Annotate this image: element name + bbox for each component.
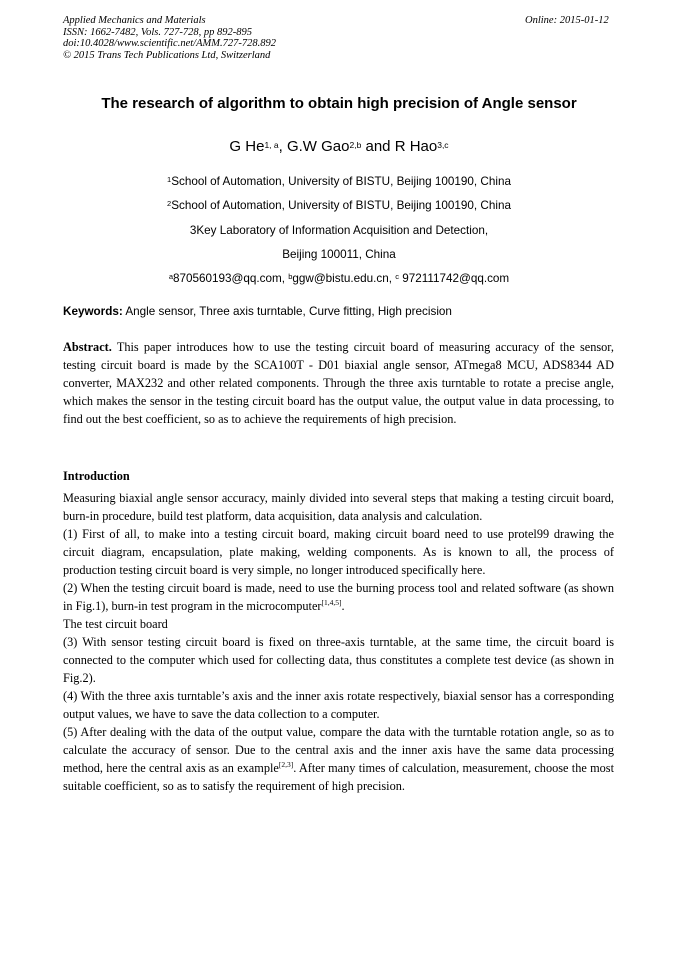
keywords-label: Keywords: (63, 305, 123, 318)
email-a: 870560193@qq.com, (173, 272, 289, 285)
intro-paragraph: Measuring biaxial angle sensor accuracy, mainly divided into several steps that making a testing circuit board, burn-in procedure, build test platform, data acquisition, data analysis and calculation. (63, 491, 614, 523)
abstract (63, 338, 614, 428)
author-name: G.W Gao (286, 138, 350, 155)
author-name: G He (229, 138, 265, 155)
email-b: ggw@bistu.edu.cn, (292, 272, 396, 285)
affiliation-1 (40, 175, 638, 189)
issn-line: ISSN: 1662-7482, Vols. 727-728, pp 892-895 (63, 26, 252, 38)
author-separator: and (361, 138, 395, 155)
author-affil-sup: 3,c (437, 140, 449, 150)
keywords-text: Angle sensor, Three axis turntable, Curve fitting, High precision (122, 305, 452, 318)
paper-title: The research of algorithm to obtain high precision of Angle sensor (101, 95, 577, 112)
section-heading-introduction: Introduction (63, 469, 130, 483)
journal-name: Applied Mechanics and Materials (63, 15, 206, 26)
abstract-text: This paper introduces how to use the testing circuit board of measuring accuracy of the sensor, testing circuit board is made by the SCA100T - D01 biaxial angle sensor, ATmega8 MCU, ADS8344 AD converter, MAX232 and other related components. Through the three axis turntable to rotate a precise angle, which makes the sensor in the testing circuit board has the output value, the output value in data processing, to find out the best coefficient, so as to achieve the requirements of high precision. (63, 340, 614, 426)
figure-caption-inline: The test circuit board (63, 617, 168, 631)
journal-header (63, 15, 276, 61)
doi-line: doi:10.4028/www.scientific.net/AMM.727-728.892 (63, 38, 276, 50)
intro-paragraph: (3) With sensor testing circuit board is fixed on three-axis turntable, at the same time, the circuit board is connected to the computer which used for collecting data, thus constitutes a complete test device (as shown in Fig.2). (63, 635, 614, 685)
affil-text: School of Automation, University of BISTU, Beijing 100190, China (171, 199, 511, 212)
affiliation-2 (40, 199, 638, 213)
copyright-line: © 2015 Trans Tech Publications Ltd, Switzerland (63, 49, 271, 61)
keywords (63, 305, 623, 319)
intro-paragraph: (1) First of all, to make into a testing circuit board, making circuit board need to use protel99 drawing the circuit diagram, encapsulation, plate making, welding components. As is known to all, the process of production testing circuit board is very simple, no longer introduced specifically here. (63, 527, 614, 577)
citation-ref: [1,4,5] (321, 598, 342, 607)
author-affil-sup: 2,b (349, 140, 362, 150)
intro-paragraph-text: . After many times of calculation, measurement, choose the most suitable coefficient, so as to satisfy the requirement of high precision. (63, 761, 614, 793)
email-sup: c (395, 272, 399, 281)
intro-paragraph-end: . (341, 599, 345, 613)
intro-paragraph (63, 723, 614, 795)
author-affil-sup: 1, a (264, 140, 279, 150)
intro-paragraph-text: (5) After dealing with the data of the output value, compare the data with the turntable rotation angle, so as to calculate the accuracy of sensor. Due to the central axis and the inner axis have the same data processing method, here the central axis as an example (63, 725, 614, 775)
affiliation-3-line-1: 3Key Laboratory of Information Acquisition and Detection, (189, 224, 489, 237)
author-list (40, 138, 638, 156)
author-separator: , (278, 138, 287, 155)
author-name: R Hao (394, 138, 438, 155)
affil-sup: 1 (167, 175, 172, 184)
affil-text: School of Automation, University of BISTU, Beijing 100190, China (171, 175, 511, 188)
intro-paragraph: (4) With the three axis turntable’s axis and the inner axis rotate respectively, biaxial sensor has a corresponding output values, we have to save the data collection to a computer. (63, 689, 614, 721)
email-sup: a (168, 272, 174, 281)
affiliation-3-line-2: Beijing 100011, China (282, 248, 396, 261)
citation-ref: [2,3] (278, 760, 294, 769)
affil-sup: 2 (167, 199, 172, 208)
email-sup: b (288, 272, 293, 281)
intro-body (63, 489, 614, 795)
online-date: Online: 2015-01-12 (525, 15, 609, 26)
intro-paragraph (63, 579, 614, 615)
intro-paragraph-text: (2) When the testing circuit board is made, need to use the burning process tool and related software (as shown in Fig.1), burn-in test program in the microcomputer (63, 581, 614, 613)
email-line (40, 272, 638, 286)
abstract-label: Abstract. (63, 340, 112, 354)
email-c: 972111742@qq.com (398, 272, 510, 285)
